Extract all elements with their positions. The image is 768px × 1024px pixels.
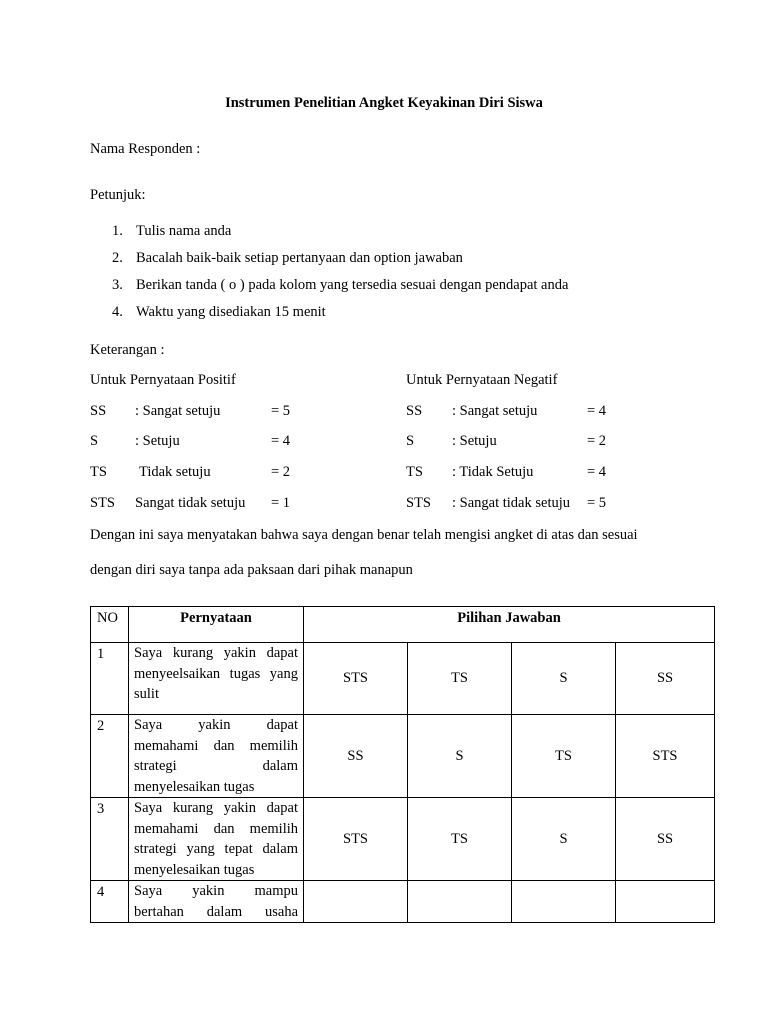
- statement-cell: [129, 643, 304, 715]
- table-header-row: [91, 607, 715, 643]
- declaration-line: dengan diri saya tanpa ada paksaan dari pihak manapun: [90, 562, 413, 578]
- legend-code: SS: [406, 403, 423, 419]
- statement-line: sulit: [134, 686, 159, 702]
- instruction-number: 3.: [112, 277, 123, 293]
- legend-description: : Setuju: [135, 433, 180, 449]
- legend-score: = 2: [271, 464, 291, 480]
- choice-cell[interactable]: TS: [408, 798, 512, 881]
- choice-cell[interactable]: TS: [408, 643, 512, 715]
- legend-code: TS: [406, 464, 423, 480]
- choice-cell[interactable]: SS: [616, 643, 715, 715]
- choice-cell[interactable]: S: [512, 798, 616, 881]
- legend-score: = 5: [271, 403, 291, 419]
- row-number: 1: [91, 643, 129, 715]
- choice-cell[interactable]: S: [512, 643, 616, 715]
- statement-cell: [129, 798, 304, 881]
- choice-cell[interactable]: STS: [304, 643, 408, 715]
- legend-code: SS: [90, 403, 107, 419]
- row-number: 4: [91, 881, 129, 923]
- legend-score: = 1: [271, 495, 291, 511]
- legend-description: Sangat tidak setuju: [135, 495, 246, 511]
- choice-cell[interactable]: [304, 881, 408, 923]
- legend-description: Tidak setuju: [139, 464, 211, 480]
- legend-score: = 2: [587, 433, 607, 449]
- statement-line: menyelesaikan tugas: [134, 861, 255, 878]
- statement-line: menyeelsaikan tugas yang: [134, 665, 298, 682]
- legend-description: : Sangat setuju: [452, 403, 538, 419]
- legend-description: : Sangat tidak setuju: [452, 495, 570, 511]
- choice-cell[interactable]: [512, 881, 616, 923]
- legend-code: STS: [406, 495, 431, 511]
- statement-line: Saya yakin dapat: [134, 717, 298, 733]
- instruction-text: Bacalah baik-baik setiap pertanyaan dan option jawaban: [136, 250, 463, 266]
- table-row: [91, 643, 715, 715]
- instructions-label: Petunjuk:: [90, 187, 146, 203]
- legend-description: : Tidak Setuju: [452, 464, 534, 480]
- row-number: 3: [91, 798, 129, 881]
- document-title: Instrumen Penelitian Angket Keyakinan Diri Siswa: [225, 95, 543, 111]
- legend-score: = 5: [587, 495, 607, 511]
- statement-line: memahami dan memilih: [134, 737, 298, 754]
- statement-cell: [129, 881, 304, 923]
- instruction-number: 4.: [112, 304, 123, 320]
- negative-legend-heading: Untuk Pernyataan Negatif: [406, 372, 558, 388]
- statement-cell: [129, 715, 304, 798]
- statement-line: Saya kurang yakin dapat: [134, 800, 298, 816]
- choice-cell[interactable]: SS: [616, 798, 715, 881]
- legend-code: S: [406, 433, 415, 449]
- declaration-line: Dengan ini saya menyatakan bahwa saya dengan benar telah mengisi angket di atas dan sesuai: [90, 527, 638, 543]
- statement-line: strategi yang tepat dalam: [134, 841, 298, 857]
- legend-score: = 4: [587, 464, 607, 480]
- legend-score: = 4: [271, 433, 291, 449]
- legend-score: = 4: [587, 403, 607, 419]
- statement-line: menyelesaikan tugas: [134, 778, 255, 795]
- choice-cell[interactable]: S: [408, 715, 512, 798]
- legend-description: : Sangat setuju: [135, 403, 221, 419]
- choice-cell[interactable]: STS: [304, 798, 408, 881]
- row-number: 2: [91, 715, 129, 798]
- statement-line: strategi dalam: [134, 758, 298, 774]
- instruction-text: Berikan tanda ( o ) pada kolom yang tersedia sesuai dengan pendapat anda: [136, 277, 569, 293]
- legend-description: : Setuju: [452, 433, 497, 449]
- choice-cell[interactable]: [616, 881, 715, 923]
- choice-cell[interactable]: TS: [512, 715, 616, 798]
- choice-cell[interactable]: [408, 881, 512, 923]
- legend-code: TS: [90, 464, 107, 480]
- legend-label: Keterangan :: [90, 342, 165, 358]
- instruction-number: 2.: [112, 250, 123, 266]
- choice-cell[interactable]: STS: [616, 715, 715, 798]
- choice-cell[interactable]: SS: [304, 715, 408, 798]
- legend-code: STS: [90, 495, 115, 511]
- respondent-name-label: Nama Responden :: [90, 141, 201, 157]
- statement-line: Saya kurang yakin dapat: [134, 645, 298, 661]
- table-row: [91, 798, 715, 881]
- header-statement: Pernyataan: [129, 607, 304, 643]
- header-choices: Pilihan Jawaban: [304, 607, 715, 643]
- statement-line: Saya yakin mampu: [134, 883, 298, 899]
- header-no: NO: [91, 607, 129, 643]
- table-row: [91, 881, 715, 923]
- instruction-number: 1.: [112, 223, 123, 239]
- instruction-text: Waktu yang disediakan 15 menit: [136, 304, 326, 320]
- instruction-text: Tulis nama anda: [136, 223, 232, 239]
- legend-code: S: [90, 433, 99, 449]
- questionnaire-table: [90, 606, 715, 923]
- positive-legend-heading: Untuk Pernyataan Positif: [90, 372, 236, 388]
- statement-line: bertahan dalam usaha: [134, 903, 298, 920]
- table-row: [91, 715, 715, 798]
- statement-line: memahami dan memilih: [134, 820, 298, 837]
